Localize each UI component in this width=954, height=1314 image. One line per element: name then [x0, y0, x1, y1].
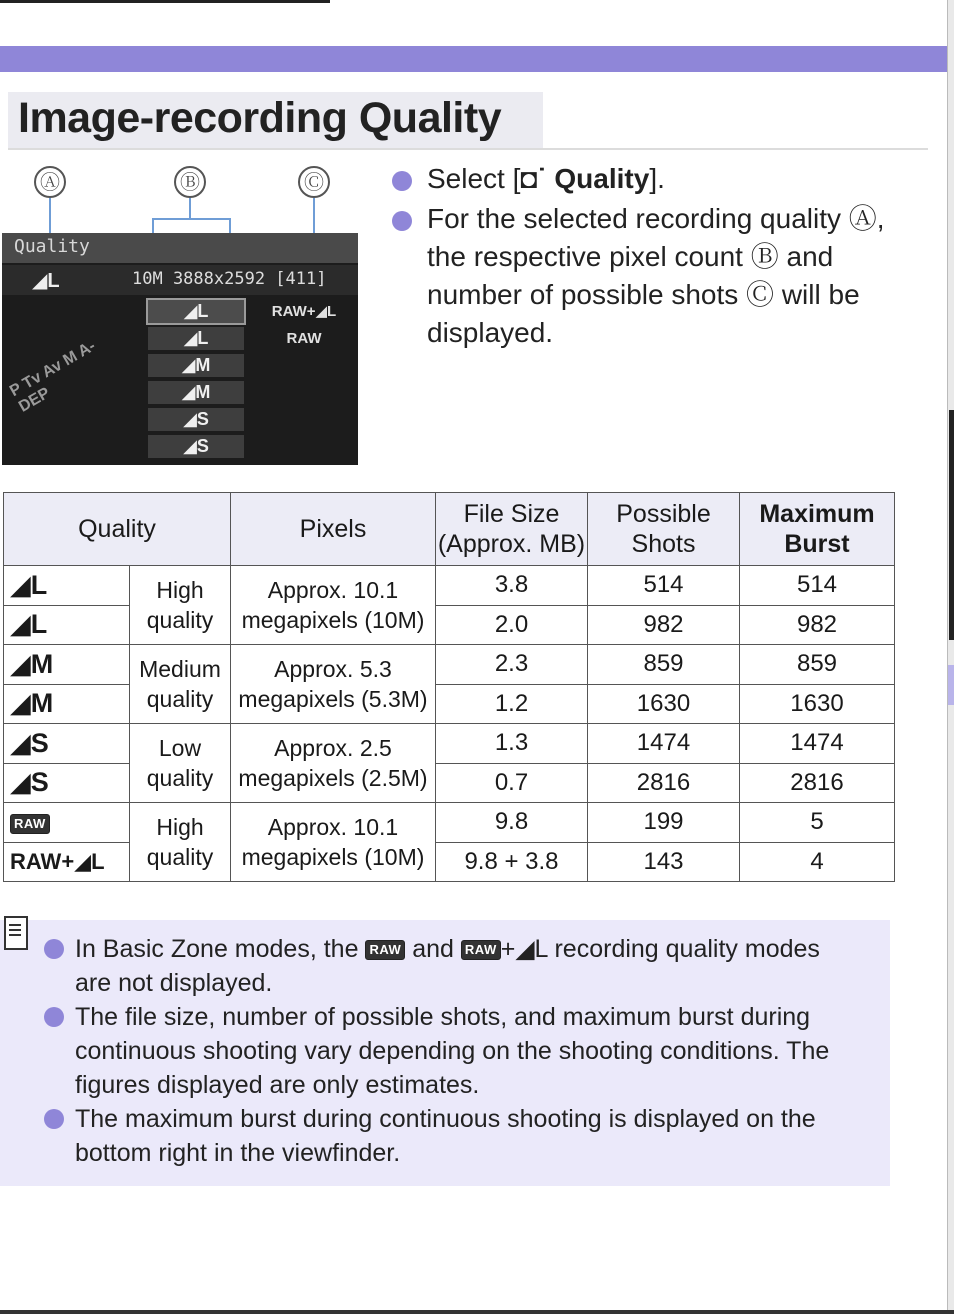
table-row	[4, 724, 895, 764]
pixel-count: Approx. 5.3 megapixels (5.3M)	[231, 645, 436, 724]
raw-badge: RAW	[365, 940, 405, 960]
possible-shots: 514	[588, 566, 740, 606]
table-row	[4, 566, 895, 606]
note-item: The file size, number of possible shots, and maximum burst during continuous shooting vary depending on the shooting conditions. The figures displayed are only estimates.	[44, 1000, 854, 1102]
lcd-current-quality: ◢L	[32, 270, 60, 292]
possible-shots: 1630	[588, 684, 740, 724]
file-size: 2.3	[436, 645, 588, 685]
title-rule	[8, 148, 928, 150]
possible-shots: 1474	[588, 724, 740, 764]
pixel-count: Approx. 10.1 megapixels (10M)	[231, 803, 436, 882]
note-item: In Basic Zone modes, the RAW and RAW +◢L recording quality modes are not displayed.	[44, 932, 854, 1000]
lcd-raw-option[interactable]: RAW	[286, 330, 322, 347]
lcd-option[interactable]: ◢L	[148, 300, 244, 323]
quality-table	[3, 492, 895, 882]
quality-group: Low quality	[130, 724, 231, 803]
page-edge-tab	[949, 410, 954, 640]
quality-group: High quality	[130, 566, 231, 645]
col-possible-shots: Possible Shots	[588, 493, 740, 566]
file-size: 1.3	[436, 724, 588, 764]
bullet-icon	[44, 1109, 64, 1129]
note-item: The maximum burst during continuous shooting is displayed on the bottom right in the viewfinder.	[44, 1102, 854, 1170]
table-row	[4, 645, 895, 685]
file-size: 2.0	[436, 605, 588, 645]
lcd-option[interactable]: ◢S	[148, 408, 244, 431]
quality-symbol: ◢S	[4, 763, 130, 803]
lcd-option[interactable]: ◢S	[148, 435, 244, 458]
page-edge-tab-light	[948, 665, 954, 705]
file-size: 9.8	[436, 803, 588, 843]
quality-group: Medium quality	[130, 645, 231, 724]
memo-icon	[4, 916, 28, 950]
quality-symbol	[4, 803, 130, 843]
col-maximum-burst: Maximum Burst	[740, 493, 895, 566]
instruction-item: For the selected recording quality Ⓐ, the respective pixel count Ⓑ and number of possible shots Ⓒ will be displayed.	[392, 200, 922, 352]
callout-b-line	[189, 198, 191, 218]
instruction-list	[392, 160, 922, 354]
callout-a: Ⓐ	[34, 166, 66, 198]
maximum-burst: 1474	[740, 724, 895, 764]
lcd-pixel-info: 10M 3888x2592 [411]	[132, 269, 327, 289]
col-pixels: Pixels	[231, 493, 436, 566]
table-row	[4, 803, 895, 843]
table-header-row	[4, 493, 895, 566]
camera-icon: ◘˙	[520, 163, 555, 194]
raw-badge: RAW	[461, 940, 501, 960]
quality-symbol: ◢L	[4, 566, 130, 606]
instruction-item: Select [◘˙ Quality].	[392, 160, 922, 198]
file-size: 1.2	[436, 684, 588, 724]
callout-c: Ⓒ	[298, 166, 330, 198]
notes-list	[44, 932, 854, 1170]
callout-b: Ⓑ	[174, 166, 206, 198]
mode-dial-label: P Tv Av M A-DEP	[7, 337, 99, 416]
quality-symbol: ◢M	[4, 645, 130, 685]
lcd-option[interactable]: ◢M	[148, 354, 244, 377]
quality-group: High quality	[130, 803, 231, 882]
maximum-burst: 4	[740, 842, 895, 882]
file-size: 0.7	[436, 763, 588, 803]
lcd-screen	[2, 233, 358, 465]
quality-symbol: ◢S	[4, 724, 130, 764]
lcd-option[interactable]: ◢M	[148, 381, 244, 404]
quality-symbol: ◢M	[4, 684, 130, 724]
raw-badge: RAW	[10, 814, 50, 834]
lcd-raw-option[interactable]: RAW+◢L	[271, 303, 337, 320]
maximum-burst: 859	[740, 645, 895, 685]
quality-symbol: ◢L	[4, 605, 130, 645]
pixel-count: Approx. 10.1 megapixels (10M)	[231, 566, 436, 645]
possible-shots: 199	[588, 803, 740, 843]
header-band	[0, 46, 950, 72]
lcd-option[interactable]: ◢L	[148, 327, 244, 350]
page-title: Image-recording Quality	[18, 94, 502, 142]
lcd-header-label: Quality	[14, 236, 90, 257]
maximum-burst: 2816	[740, 763, 895, 803]
maximum-burst: 1630	[740, 684, 895, 724]
callout-b-bracket	[152, 218, 230, 220]
quality-symbol: RAW+◢L	[4, 842, 130, 882]
maximum-burst: 5	[740, 803, 895, 843]
file-size: 3.8	[436, 566, 588, 606]
bullet-icon	[44, 1007, 64, 1027]
maximum-burst: 514	[740, 566, 895, 606]
bullet-icon	[392, 171, 412, 191]
bullet-icon	[44, 939, 64, 959]
pixel-count: Approx. 2.5 megapixels (2.5M)	[231, 724, 436, 803]
possible-shots: 859	[588, 645, 740, 685]
col-quality: Quality	[4, 493, 231, 566]
file-size: 9.8 + 3.8	[436, 842, 588, 882]
page-edge	[947, 0, 954, 1314]
possible-shots: 982	[588, 605, 740, 645]
mode-dial	[8, 323, 138, 463]
maximum-burst: 982	[740, 605, 895, 645]
col-file-size: File Size (Approx. MB)	[436, 493, 588, 566]
top-rule	[0, 0, 330, 3]
possible-shots: 2816	[588, 763, 740, 803]
bottom-rule	[0, 1310, 954, 1314]
bullet-icon	[392, 211, 412, 231]
possible-shots: 143	[588, 842, 740, 882]
